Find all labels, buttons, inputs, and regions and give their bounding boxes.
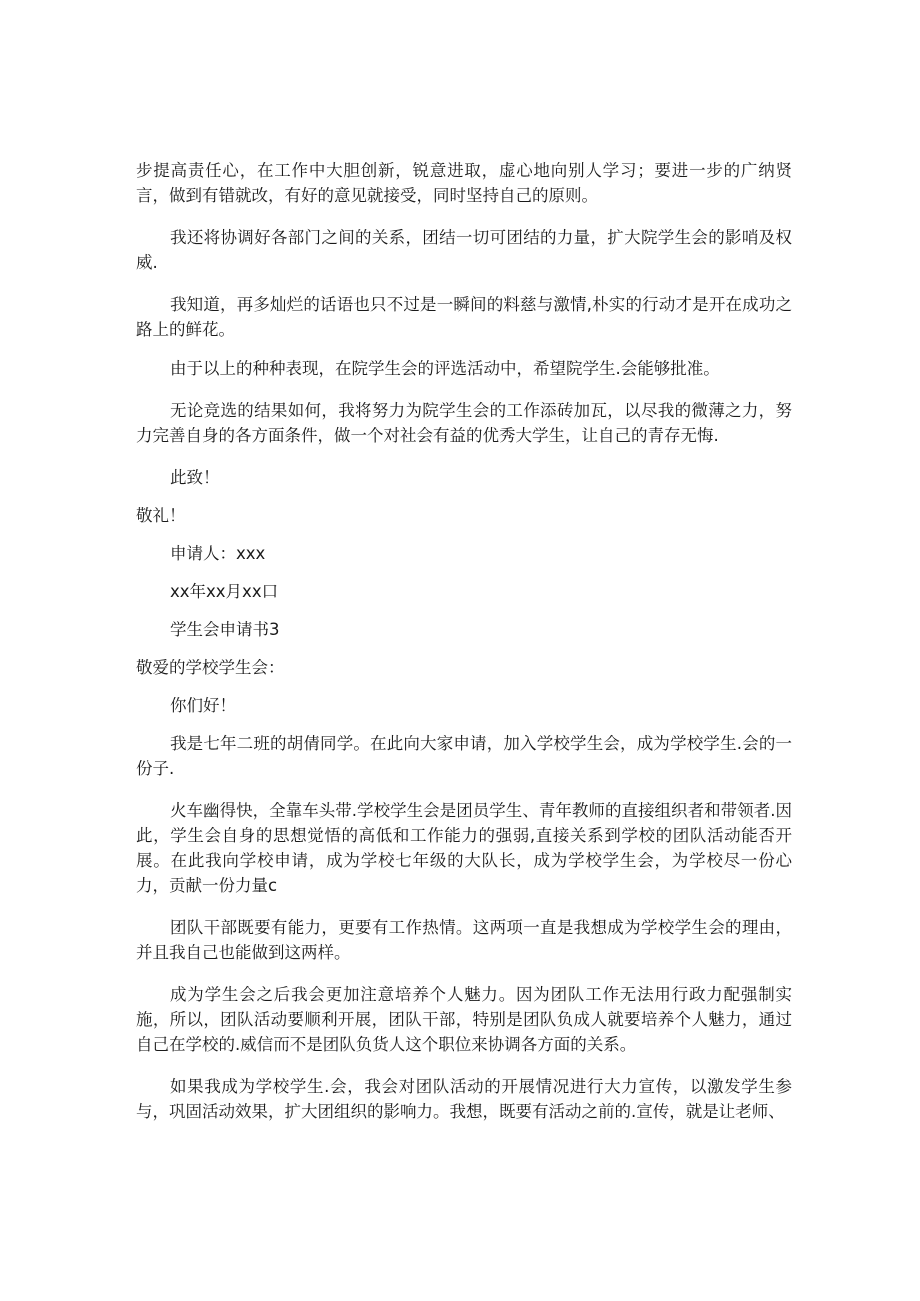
section-heading: 学生会申请书3 [170, 620, 280, 639]
paragraph-charisma: 成为学生会之后我会更加注意培养个人魅力。因为团队工作无法用行政力配强制实施，所以，团队活动要顺利开展，团队干部，特别是团队负成人就要培养个人魅力，通过自己在学校的.威信而不是团队负货人这个职位来协调各方面的关系。 [136, 985, 792, 1054]
applicant-name: 申请人：xxx [170, 544, 266, 563]
letter-recipient: 敬爱的学校学生会： [136, 658, 285, 677]
paragraph-approval-request: 由于以上的种种表现，在院学生会的评选活动中，希望院学生.会能够批准。 [170, 359, 720, 378]
document-page [136, 158, 792, 1124]
paragraph-ability: 团队干部既要有能力，更要有工作热情。这两项一直是我想成为学校学生会的理由，并且我自己也能做到这两样。 [136, 918, 792, 962]
paragraph-action: 我知道，再多灿烂的话语也只不过是一瞬间的料慈与激情,朴实的行动才是开在成功之路上的鲜花。 [136, 295, 792, 339]
paragraph-commitment: 无论竞选的结果如何，我将努力为院学生会的工作添砖加瓦，以尽我的微薄之力，努力完善自身的各方面条件，做一个对社会有益的优秀大学生，让自己的青存无悔. [136, 401, 792, 445]
closing-regards: 敬礼！ [136, 506, 186, 525]
letter-greeting: 你们好！ [170, 696, 236, 715]
paragraph-publicity: 如果我成为学校学生.会，我会对团队活动的开展情况进行大力宣传，以激发学生参与，巩固活动效果，扩大团组织的影响力。我想，既要有活动之前的.宣传，就是让老师、 [136, 1077, 792, 1121]
paragraph-coordination: 我还将协调好各部门之间的关系，团结一切可团结的力量，扩大院学生会的影哨及权威. [136, 228, 792, 272]
application-date: xx年xx月xx口 [170, 582, 279, 601]
closing-salutation: 此致！ [170, 468, 220, 487]
paragraph-responsibility: 步提高责任心，在工作中大胆创新，锐意进取，虚心地向别人学习；要进一步的广纳贤言，做到有错就改，有好的意见就接受，同时坚持自己的原则。 [136, 161, 792, 205]
paragraph-introduction: 我是七年二班的胡倩同学。在此向大家申请，加入学校学生会，成为学校学生.会的一份子. [136, 734, 792, 778]
paragraph-role: 火车幽得快，全靠车头带.学校学生会是团员学生、青年教师的直接组织者和带领者.因此，学生会自身的思想觉悟的高低和工作能力的强弱,直接关系到学校的团队活动能否开展。在此我向学校申请，成为学校七年级的大队长，成为学校学生会，为学校尽一份心力，贡献一份力量c [136, 801, 792, 895]
